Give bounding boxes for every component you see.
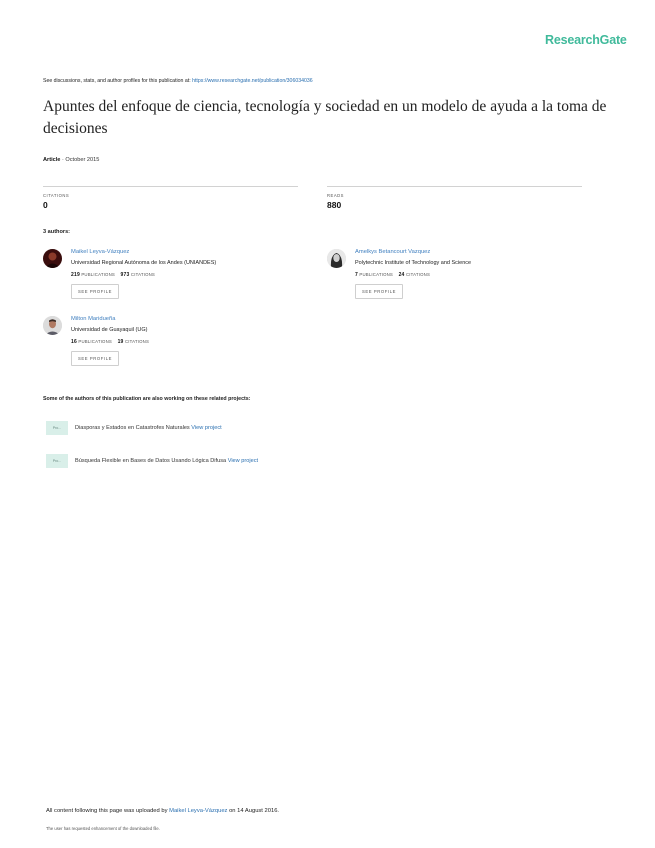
upload-suffix: on 14 August 2016. xyxy=(229,808,280,814)
citations-count: 19 xyxy=(117,339,124,345)
project-title: Diasporas y Estados en Catastrofes Naturales xyxy=(75,425,190,431)
citations-label: CITATIONS xyxy=(130,272,155,277)
citations-label: CITATIONS xyxy=(405,272,431,277)
reads-divider xyxy=(327,186,582,187)
publication-meta xyxy=(43,157,99,163)
meta-separator: · xyxy=(61,157,66,163)
uploader-link[interactable]: Maikel Leyva-Vázquez xyxy=(169,808,228,814)
publications-label: PUBLICATIONS xyxy=(359,272,393,277)
author-name-link[interactable]: Maikel Leyva-Vázquez xyxy=(71,249,130,255)
author-stats xyxy=(71,339,149,345)
citations-value: 0 xyxy=(43,200,48,210)
publications-label: PUBLICATIONS xyxy=(78,339,112,344)
authors-heading: 3 authors: xyxy=(43,229,71,235)
author-affiliation: Polytechnic Institute of Technology and Science xyxy=(355,260,472,266)
see-profile-button[interactable]: SEE PROFILE xyxy=(355,284,403,299)
see-profile-button[interactable]: SEE PROFILE xyxy=(71,284,119,299)
author-stats xyxy=(355,272,430,278)
publication-url-link[interactable]: https://www.researchgate.net/publication/306034036 xyxy=(192,78,313,84)
upload-note xyxy=(46,808,279,814)
citations-count: 24 xyxy=(398,272,405,278)
author-name-link[interactable]: Milton Maridueña xyxy=(71,316,116,322)
author-name-link[interactable]: Amelkys Betancourt Vazquez xyxy=(355,249,431,255)
project-text xyxy=(75,425,222,431)
publication-date: October 2015 xyxy=(65,157,100,163)
publications-label: PUBLICATIONS xyxy=(81,272,115,277)
author-affiliation: Universidad de Guayaquil (UG) xyxy=(71,327,148,333)
avatar[interactable] xyxy=(43,316,62,335)
citations-label: CITATIONS xyxy=(43,193,70,198)
publications-count: 219 xyxy=(71,272,80,278)
project-thumbnail[interactable]: Pro... xyxy=(46,421,68,435)
project-item xyxy=(46,454,446,468)
avatar[interactable] xyxy=(43,249,62,268)
see-profile-button[interactable]: SEE PROFILE xyxy=(71,351,119,366)
author-stats xyxy=(71,272,155,278)
publications-count: 16 xyxy=(71,339,77,345)
view-project-link[interactable]: View project xyxy=(191,425,222,431)
author-card xyxy=(43,249,303,309)
author-card xyxy=(327,249,587,309)
citations-label: CITATIONS xyxy=(124,339,150,344)
citations-divider xyxy=(43,186,298,187)
project-thumbnail[interactable]: Pro... xyxy=(46,454,68,468)
upload-prefix: All content following this page was uploaded by xyxy=(46,808,168,814)
project-text xyxy=(75,458,258,464)
project-item xyxy=(46,421,446,435)
author-affiliation: Universidad Regional Autónoma de los Andes (UNIANDES) xyxy=(71,260,217,266)
discussion-prefix: See discussions, stats, and author profiles for this publication at: xyxy=(43,78,191,84)
publication-type: Article xyxy=(43,157,61,163)
reads-value: 880 xyxy=(327,200,342,210)
project-title: Búsqueda Flexible en Bases de Datos Usando Lógica Difusa xyxy=(75,458,227,464)
view-project-link[interactable]: View project xyxy=(227,458,259,464)
publications-count: 7 xyxy=(355,272,358,278)
publication-title: Apuntes del enfoque de ciencia, tecnología y sociedad en un modelo de ayuda a la toma de decisiones xyxy=(43,98,607,137)
related-projects-heading: Some of the authors of this publication are also working on these related projects: xyxy=(43,396,251,402)
discussion-line xyxy=(43,78,313,84)
researchgate-logo[interactable]: ResearchGate xyxy=(545,33,627,47)
avatar[interactable] xyxy=(327,249,346,268)
citations-count: 973 xyxy=(120,272,130,278)
reads-label: READS xyxy=(327,193,344,198)
enhancement-note: The user has requested enhancement of the downloaded file. xyxy=(46,826,160,831)
author-card xyxy=(43,316,303,376)
